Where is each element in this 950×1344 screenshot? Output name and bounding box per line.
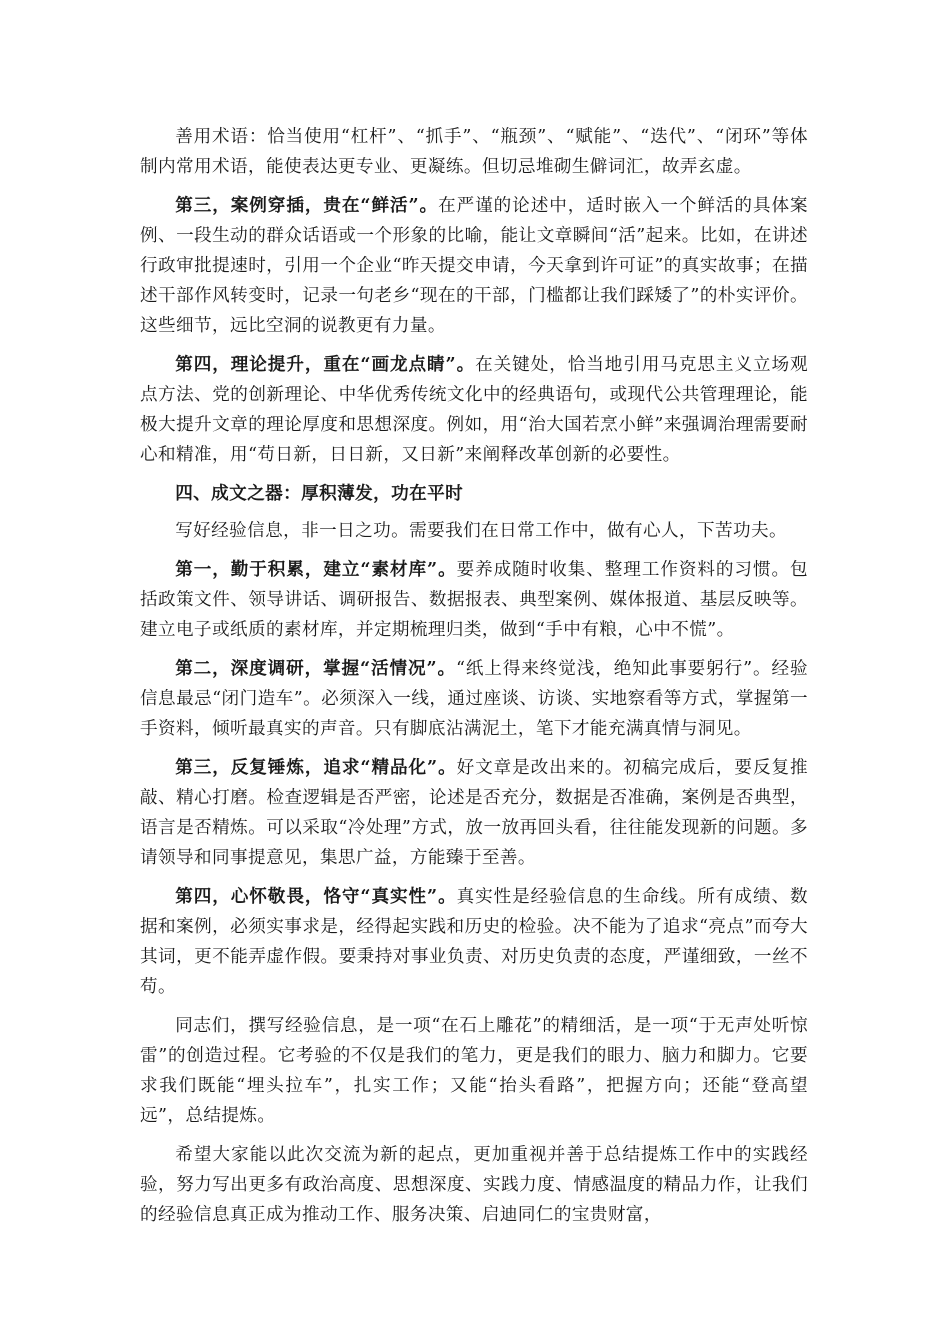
paragraph-lead: 第三，案例穿插，贵在“鲜活”。 xyxy=(175,195,439,216)
paragraph-refinement xyxy=(140,753,808,873)
paragraph-text: 同志们，撰写经验信息，是一项“在石上雕花”的精细活，是一项“于无声处听惊雷”的创造过程。它考验的不仅是我们的笔力，更是我们的眼力、脑力和脚力。它要求我们既能“埋头拉车”，扎实工作；又能“抬头看路”，把握方向；还能“登高望远”，总结提炼。 xyxy=(140,1016,808,1126)
paragraph-theory-elevation xyxy=(140,350,808,470)
paragraph-material-library xyxy=(140,555,808,645)
document-page xyxy=(140,122,808,1239)
paragraph-text: 好文章是改出来的。初稿完成后，要反复推敲、精心打磨。检查逻辑是否严密，论述是否充分，数据是否准确，案例是否典型，语言是否精炼。可以采取“冷处理”方式，放一放再回头看，往往能发现新的问题。多请领导和同事提意见，集思广益，方能臻于至善。 xyxy=(140,758,808,868)
paragraph-text: 希望大家能以此次交流为新的起点，更加重视并善于总结提炼工作中的实践经验，努力写出更多有政治高度、思想深度、实践力度、情感温度的精品力作，让我们的经验信息真正成为推动工作、服务决策、启迪同仁的宝贵财富， xyxy=(140,1145,808,1225)
paragraph-closing-hope xyxy=(140,1140,808,1230)
paragraph-text: 写好经验信息，非一日之功。需要我们在日常工作中，做有心人，下苦功夫。 xyxy=(175,521,787,541)
paragraph-authenticity xyxy=(140,882,808,1002)
paragraph-section-intro xyxy=(140,516,808,546)
paragraph-lead: 第三，反复锤炼，追求“精品化”。 xyxy=(175,757,457,778)
paragraph-text: 在严谨的论述中，适时嵌入一个鲜活的具体案例、一段生动的群众话语或一个形象的比喻，能让文章瞬间“活”起来。比如，在讲述行政审批提速时，引用一个企业“昨天提交申请，今天拿到许可证”的真实故事；在描述干部作风转变时，记录一句老乡“现在的干部，门槛都让我们踩矮了”的朴实评价。这些细节，远比空洞的说教更有力量。 xyxy=(140,196,808,336)
paragraph-lead: 第四，理论提升，重在“画龙点睛”。 xyxy=(175,354,476,375)
paragraph-lead: 第四，心怀敬畏，恪守“真实性”。 xyxy=(175,886,457,907)
paragraph-text: 要养成随时收集、整理工作资料的习惯。包括政策文件、领导讲话、调研报告、数据报表、典型案例、媒体报道、基层反映等。建立电子或纸质的素材库，并定期梳理归类，做到“手中有粮，心中不慌”。 xyxy=(140,560,808,640)
paragraph-text: “纸上得来终觉浅，绝知此事要躬行”。经验信息最忌“闭门造车”。必须深入一线，通过座谈、访谈、实地察看等方式，掌握第一手资料，倾听最真实的声音。只有脚底沾满泥土，笔下才能充满真情与洞见。 xyxy=(140,659,808,739)
paragraph-closing-summary xyxy=(140,1011,808,1131)
section-heading: 四、成文之器：厚积薄发，功在平时 xyxy=(175,483,464,504)
paragraph-terminology xyxy=(140,122,808,182)
paragraph-text: 在关键处，恰当地引用马克思主义立场观点方法、党的创新理论、中华优秀传统文化中的经典语句，或现代公共管理理论，能极大提升文章的理论厚度和思想深度。例如，用“治大国若烹小鲜”来强调治理需要耐心和精准，用“苟日新，日日新，又日新”来阐释改革创新的必要性。 xyxy=(140,355,808,465)
paragraph-text: 真实性是经验信息的生命线。所有成绩、数据和案例，必须实事求是，经得起实践和历史的检验。决不能为了追求“亮点”而夸大其词，更不能弄虚作假。要秉持对事业负责、对历史负责的态度，严谨细致，一丝不苟。 xyxy=(140,887,808,997)
paragraph-case-examples xyxy=(140,191,808,341)
paragraph-text: 善用术语：恰当使用“杠杆”、“抓手”、“瓶颈”、“赋能”、“迭代”、“闭环”等体制内常用术语，能使表达更专业、更凝练。但切忌堆砌生僻词汇，故弄玄虚。 xyxy=(140,127,808,177)
paragraph-lead: 第一，勤于积累，建立“素材库”。 xyxy=(175,559,457,580)
paragraph-in-depth-research xyxy=(140,654,808,744)
paragraph-lead: 第二，深度调研，掌握“活情况”。 xyxy=(175,658,456,679)
